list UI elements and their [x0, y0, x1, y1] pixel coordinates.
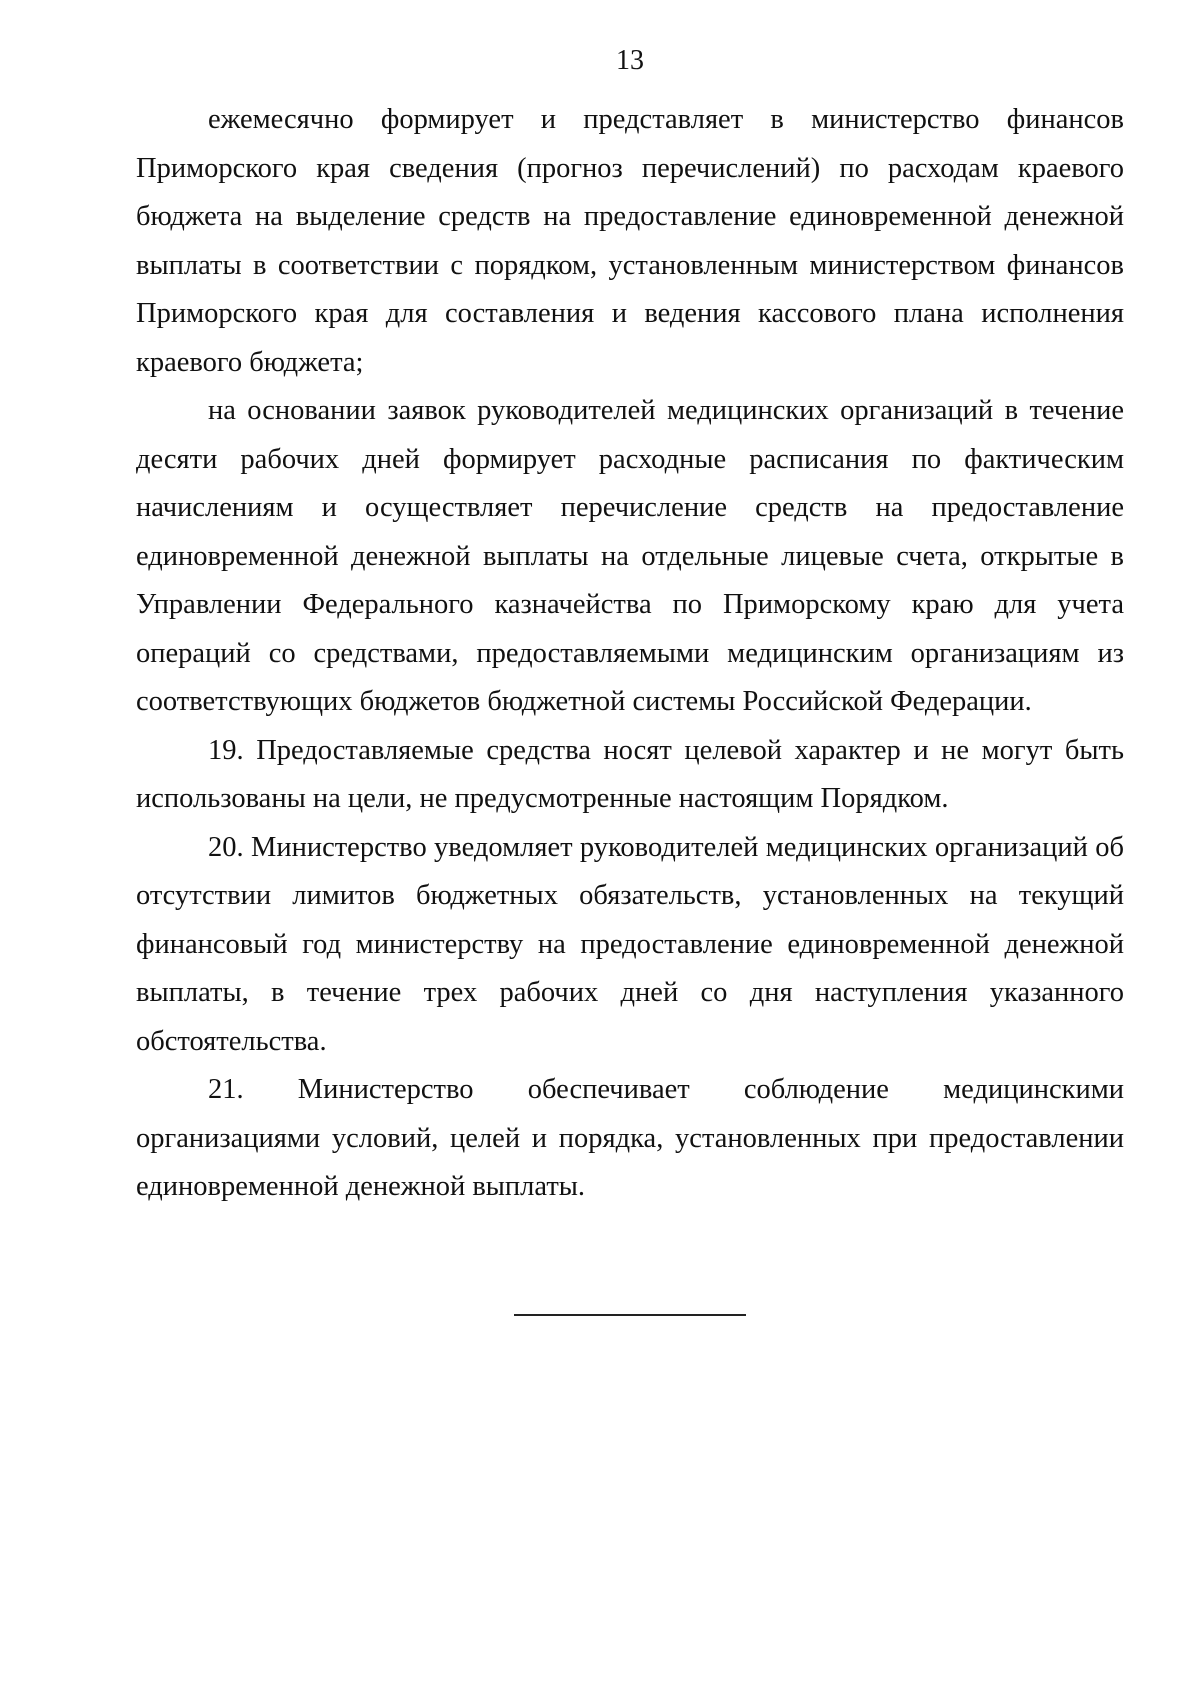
paragraph-item-21: 21. Министерство обеспечивает соблюдение медицинскими организациями условий, целей и порядка, установленных при предоставлении единовременной денежной выплаты.: [136, 1074, 1124, 1202]
end-of-document-rule: [514, 1314, 746, 1316]
paragraph-item-20: 20. Министерство уведомляет руководителей медицинских организаций об отсутствии лимитов бюджетных обязательств, установленных на текущий финансовый год министерству на предоставление единовременной денежной выплаты, в течение трех рабочих дней со дня наступления указанного обстоятельства.: [136, 831, 1124, 1057]
document-body: [136, 96, 1124, 1212]
paragraph-item-19: 19. Предоставляемые средства носят целевой характер и не могут быть использованы на цели, не предусмотренные настоящим Порядком.: [136, 734, 1124, 814]
paragraph-monthly-forecast: ежемесячно формирует и представляет в министерство финансов Приморского края сведения (прогноз перечислений) по расходам краевого бюджета на выделение средств на предоставление единовременной денежной выплаты в соответствии с порядком, установленным министерством финансов Приморского края для составления и ведения кассового плана исполнения краевого бюджета;: [136, 104, 1124, 378]
page-number: 13: [616, 45, 644, 76]
paragraph-expense-schedules: на основании заявок руководителей медицинских организаций в течение десяти рабочих дней формирует расходные расписания по фактическим начислениям и осуществляет перечисление средств на предоставление единовременной денежной выплаты на отдельные лицевые счета, открытые в Управлении Федерального казначейства по Приморскому краю для учета операций со средствами, предоставляемыми медицинским организациям из соответствующих бюджетов бюджетной системы Российской Федерации.: [136, 395, 1124, 717]
